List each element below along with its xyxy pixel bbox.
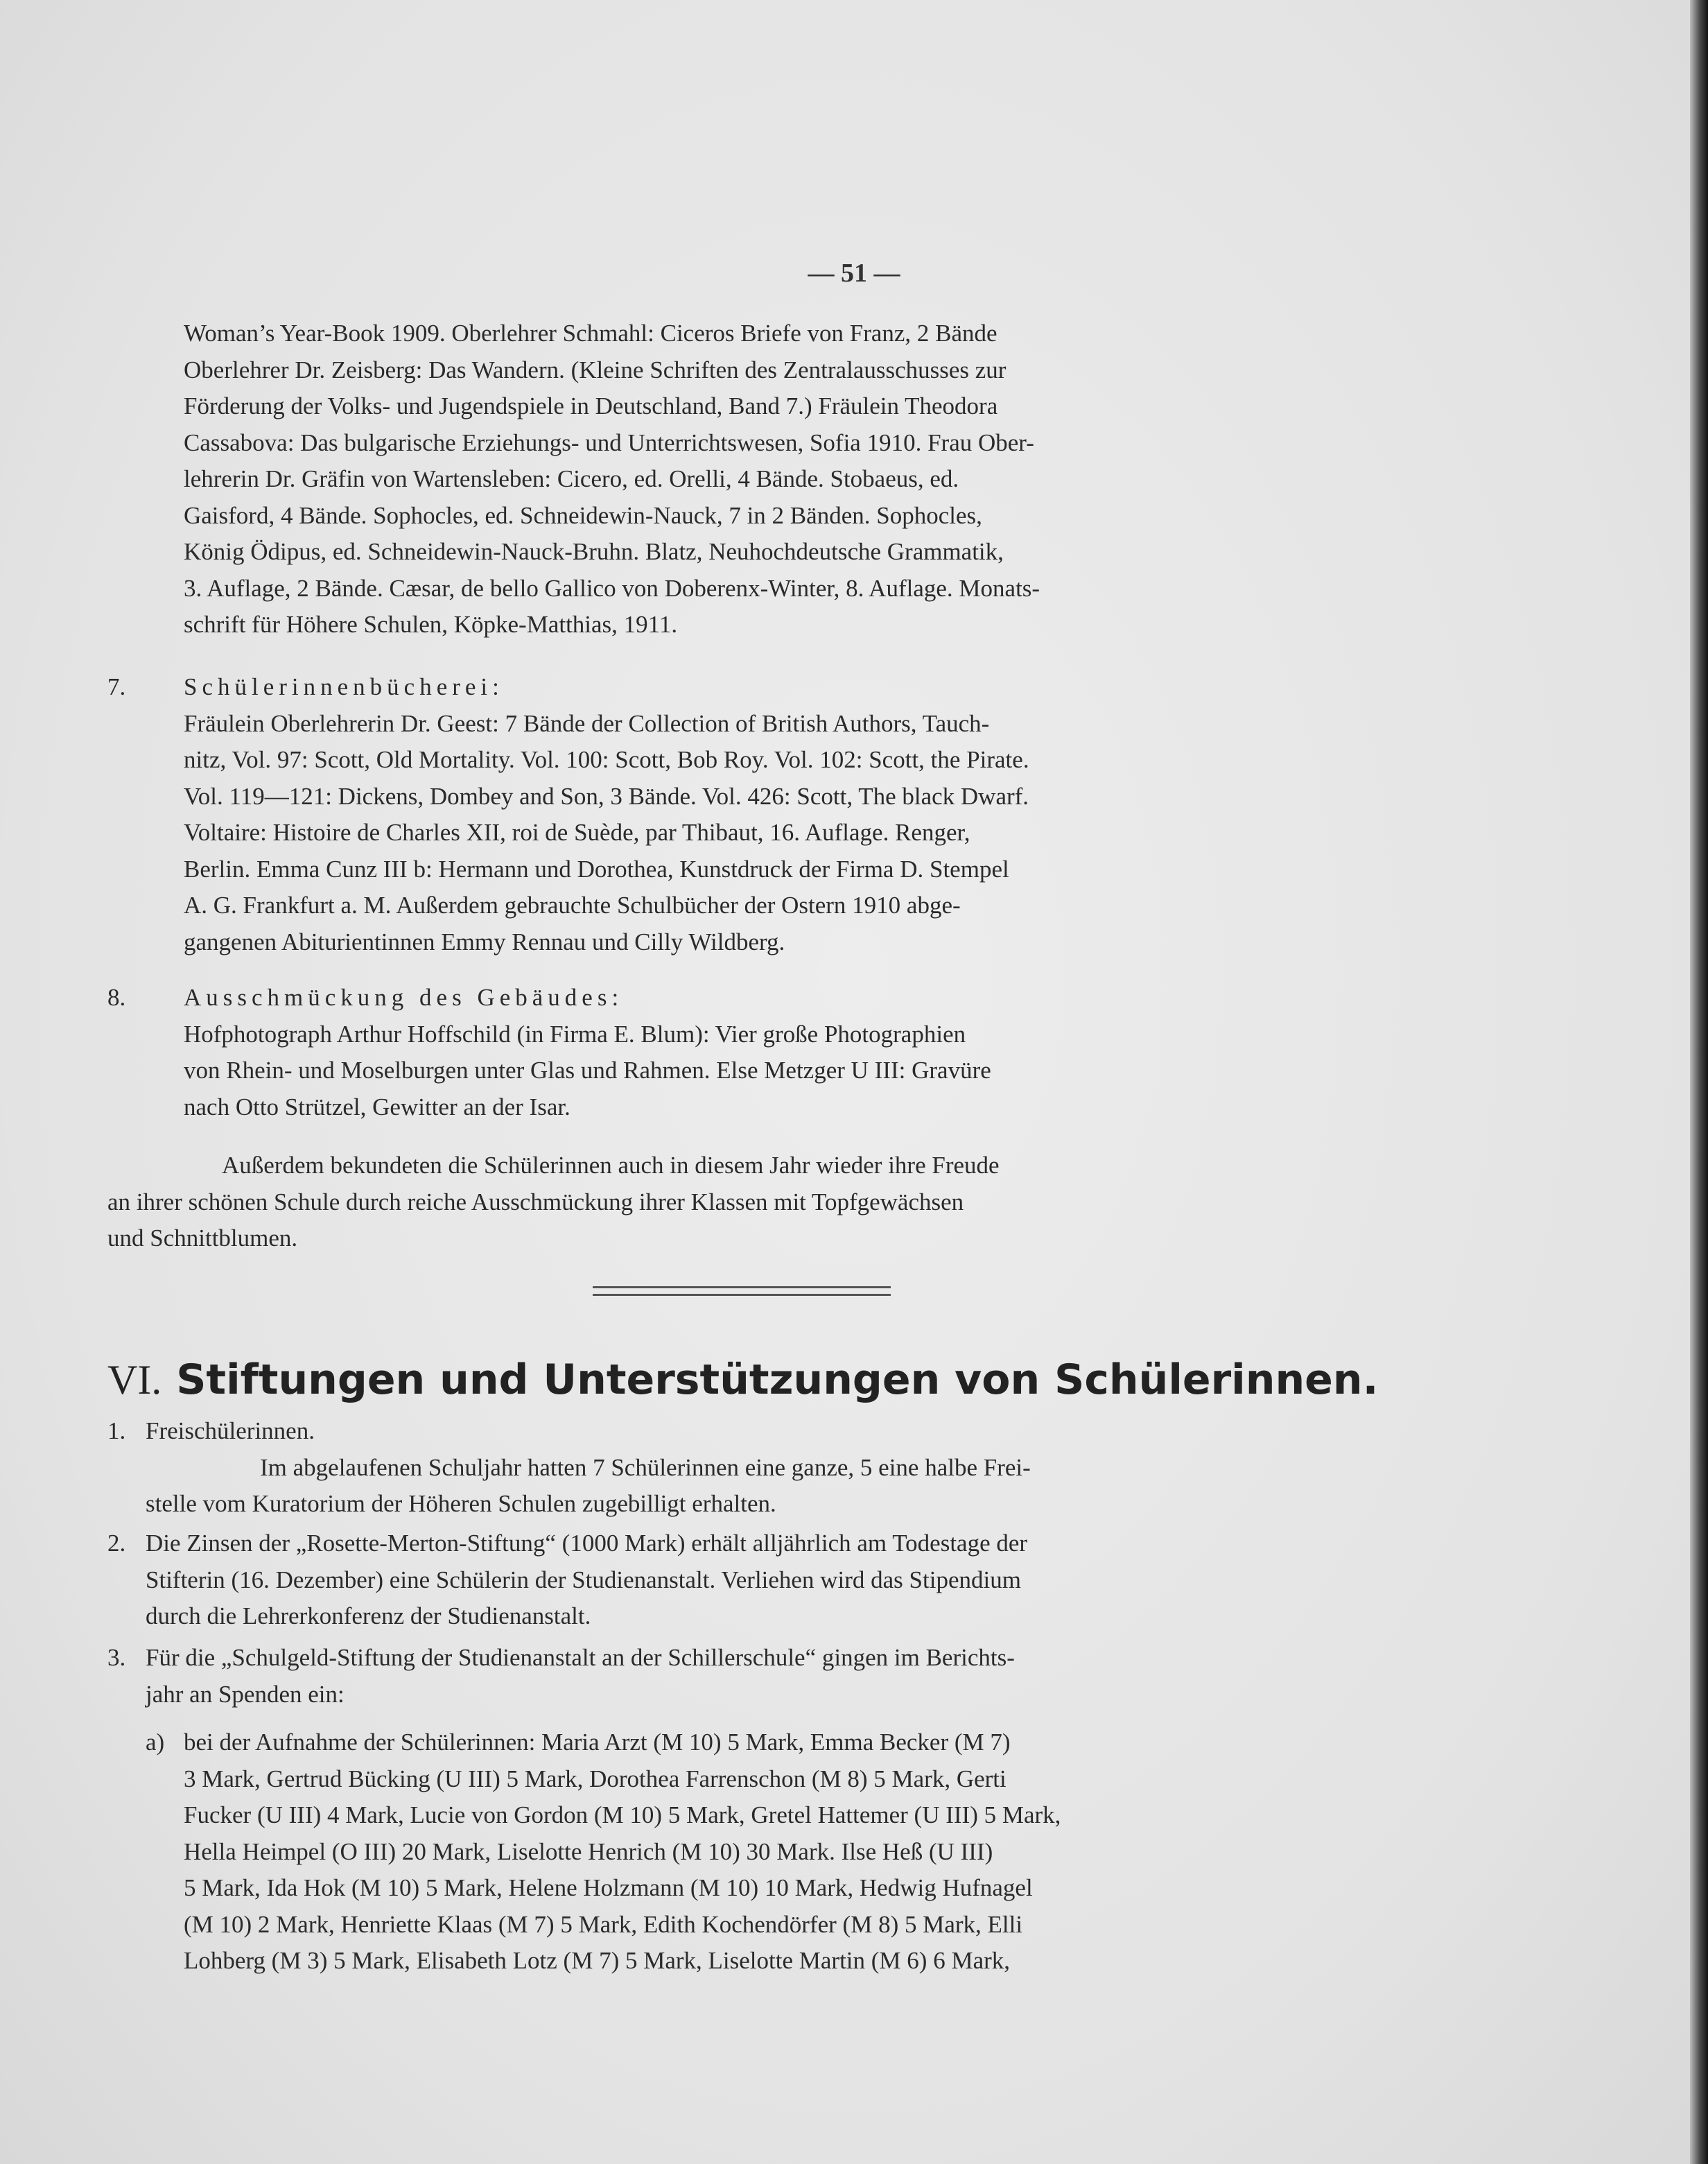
text-line: Lohberg (M 3) 5 Mark, Elisabeth Lotz (M 7) 5 Mark, Liselotte Martin (M 6) 6 Mark,: [184, 1947, 1011, 1974]
text-line: durch die Lehrerkonferenz der Studienanstalt.: [146, 1602, 591, 1629]
text-line: stelle vom Kuratorium der Höheren Schulen zugebilligt erhalten.: [146, 1490, 776, 1517]
text-line: Vol. 119—121: Dickens, Dombey and Son, 3 Bände. Vol. 426: Scott, The black Dwarf.: [184, 782, 1029, 810]
text-line: jahr an Spenden ein:: [146, 1680, 345, 1708]
item-number: 1.: [107, 1417, 126, 1444]
text-line: Fräulein Oberlehrerin Dr. Geest: 7 Bände der Collection of British Authors, Tauch-: [184, 709, 990, 737]
text-line: Fucker (U III) 4 Mark, Lucie von Gordon (M 10) 5 Mark, Gretel Hattemer (U III) 5 Mark,: [184, 1801, 1061, 1828]
item-heading: Freischülerinnen.: [146, 1417, 315, 1444]
section-heading: [107, 1352, 1379, 1408]
text-line: Förderung der Volks- und Jugendspiele in Deutschland, Band 7.) Fräulein Theodora: [184, 392, 998, 419]
text-line: gangenen Abiturientinnen Emmy Rennau und Cilly Wildberg.: [184, 928, 785, 955]
item-heading: Schülerinnenbücherei:: [184, 673, 504, 700]
text-line: Stifterin (16. Dezember) eine Schülerin der Studienanstalt. Verliehen wird das Stipendium: [146, 1566, 1021, 1593]
text-line: und Schnittblumen.: [107, 1224, 298, 1252]
text-line: von Rhein- und Moselburgen unter Glas und Rahmen. Else Metzger U III: Gravüre: [184, 1057, 991, 1084]
item-7-schuelerinnenbuecherei: [107, 669, 1369, 960]
text-line: bei der Aufnahme der Schülerinnen: Maria Arzt (M 10) 5 Mark, Emma Becker (M 7): [184, 1729, 1011, 1756]
text-line: nach Otto Strützel, Gewitter an der Isar.: [184, 1093, 570, 1120]
text-line: Woman’s Year-Book 1909. Oberlehrer Schmahl: Ciceros Briefe von Franz, 2 Bände: [184, 320, 997, 347]
closing-paragraph: [107, 1148, 1369, 1257]
text-line: 3 Mark, Gertrud Bücking (U III) 5 Mark, Dorothea Farrenschon (M 8) 5 Mark, Gerti: [184, 1765, 1007, 1792]
text-line: an ihrer schönen Schule durch reiche Ausschmückung ihrer Klassen mit Topfgewächsen: [107, 1188, 964, 1215]
text-line: Gaisford, 4 Bände. Sophocles, ed. Schneidewin-Nauck, 7 in 2 Bänden. Sophocles,: [184, 501, 982, 529]
text-line: Für die „Schulgeld-Stiftung der Studienanstalt an der Schillerschule“ gingen im Berichts-: [146, 1644, 1015, 1671]
text-line: (M 10) 2 Mark, Henriette Klaas (M 7) 5 Mark, Edith Kochendörfer (M 8) 5 Mark, Elli: [184, 1910, 1023, 1938]
text-line: lehrerin Dr. Gräfin von Wartensleben: Cicero, ed. Orelli, 4 Bände. Stobaeus, ed.: [184, 465, 959, 492]
text-line: schrift für Höhere Schulen, Köpke-Matthias, 1911.: [184, 611, 678, 638]
subsection-3-schulgeld-stiftung: [107, 1640, 1369, 1713]
text-line: Die Zinsen der „Rosette-Merton-Stiftung“ (1000 Mark) erhält alljährlich am Todestage der: [146, 1530, 1028, 1557]
item-body: [107, 1016, 1369, 1126]
section-roman-numeral: VI.: [107, 1357, 162, 1403]
section-title: Stiftungen und Unterstützungen von Schülerinnen.: [176, 1356, 1379, 1404]
item-heading: Ausschmückung des Gebäudes:: [184, 984, 624, 1011]
continuation-lines: [107, 315, 1369, 643]
text-line: Im abgelaufenen Schuljahr hatten 7 Schülerinnen eine ganze, 5 eine halbe Frei-: [260, 1453, 1031, 1481]
text-line: Cassabova: Das bulgarische Erziehungs- und Unterrichtswesen, Sofia 1910. Frau Ober-: [184, 429, 1034, 456]
item-body: [107, 706, 1369, 961]
text-line: 3. Auflage, 2 Bände. Cæsar, de bello Gallico von Doberenx-Winter, 8. Auflage. Monats-: [184, 574, 1040, 602]
item-number: 8.: [107, 984, 126, 1011]
text-line: nitz, Vol. 97: Scott, Old Mortality. Vol. 100: Scott, Bob Roy. Vol. 102: Scott, the Pirate.: [184, 746, 1029, 773]
subsection-3a-donations: [107, 1724, 1369, 1980]
text-line: A. G. Frankfurt a. M. Außerdem gebrauchte Schulbücher der Ostern 1910 abge-: [184, 892, 961, 919]
text-line: Oberlehrer Dr. Zeisberg: Das Wandern. (Kleine Schriften des Zentralausschusses zur: [184, 356, 1007, 383]
text-line: Hella Heimpel (O III) 20 Mark, Liselotte Henrich (M 10) 30 Mark. Ilse Heß (U III): [184, 1837, 993, 1865]
text-line: Voltaire: Histoire de Charles XII, roi de Suède, par Thibaut, 16. Auflage. Renger,: [184, 819, 970, 846]
item-number: 2.: [107, 1530, 126, 1557]
item-8-ausschmueckung: [107, 980, 1369, 1125]
page-number: — 51 —: [808, 259, 900, 288]
item-number: 3.: [107, 1644, 126, 1671]
subsection-1-freischuelerinnen: [107, 1413, 1369, 1523]
text-line: Außerdem bekundeten die Schülerinnen auch in diesem Jahr wieder ihre Freude: [222, 1152, 1000, 1179]
text-line: Berlin. Emma Cunz III b: Hermann und Dorothea, Kunstdruck der Firma D. Stempel: [184, 855, 1009, 883]
text-line: Hofphotograph Arthur Hoffschild (in Firma E. Blum): Vier große Photographien: [184, 1020, 966, 1048]
text-line: König Ödipus, ed. Schneidewin-Nauck-Bruhn. Blatz, Neuhochdeutsche Grammatik,: [184, 538, 1004, 565]
item-number: 7.: [107, 673, 126, 700]
subsection-2-rosette-merton-stiftung: [107, 1525, 1369, 1635]
text-line: 5 Mark, Ida Hok (M 10) 5 Mark, Helene Holzmann (M 10) 10 Mark, Hedwig Hufnagel: [184, 1874, 1033, 1901]
section-divider-rule: [593, 1286, 891, 1296]
subitem-label: a): [146, 1729, 165, 1756]
page-edge-shadow: [1690, 0, 1708, 2164]
continuation-paragraph: [107, 315, 1369, 643]
